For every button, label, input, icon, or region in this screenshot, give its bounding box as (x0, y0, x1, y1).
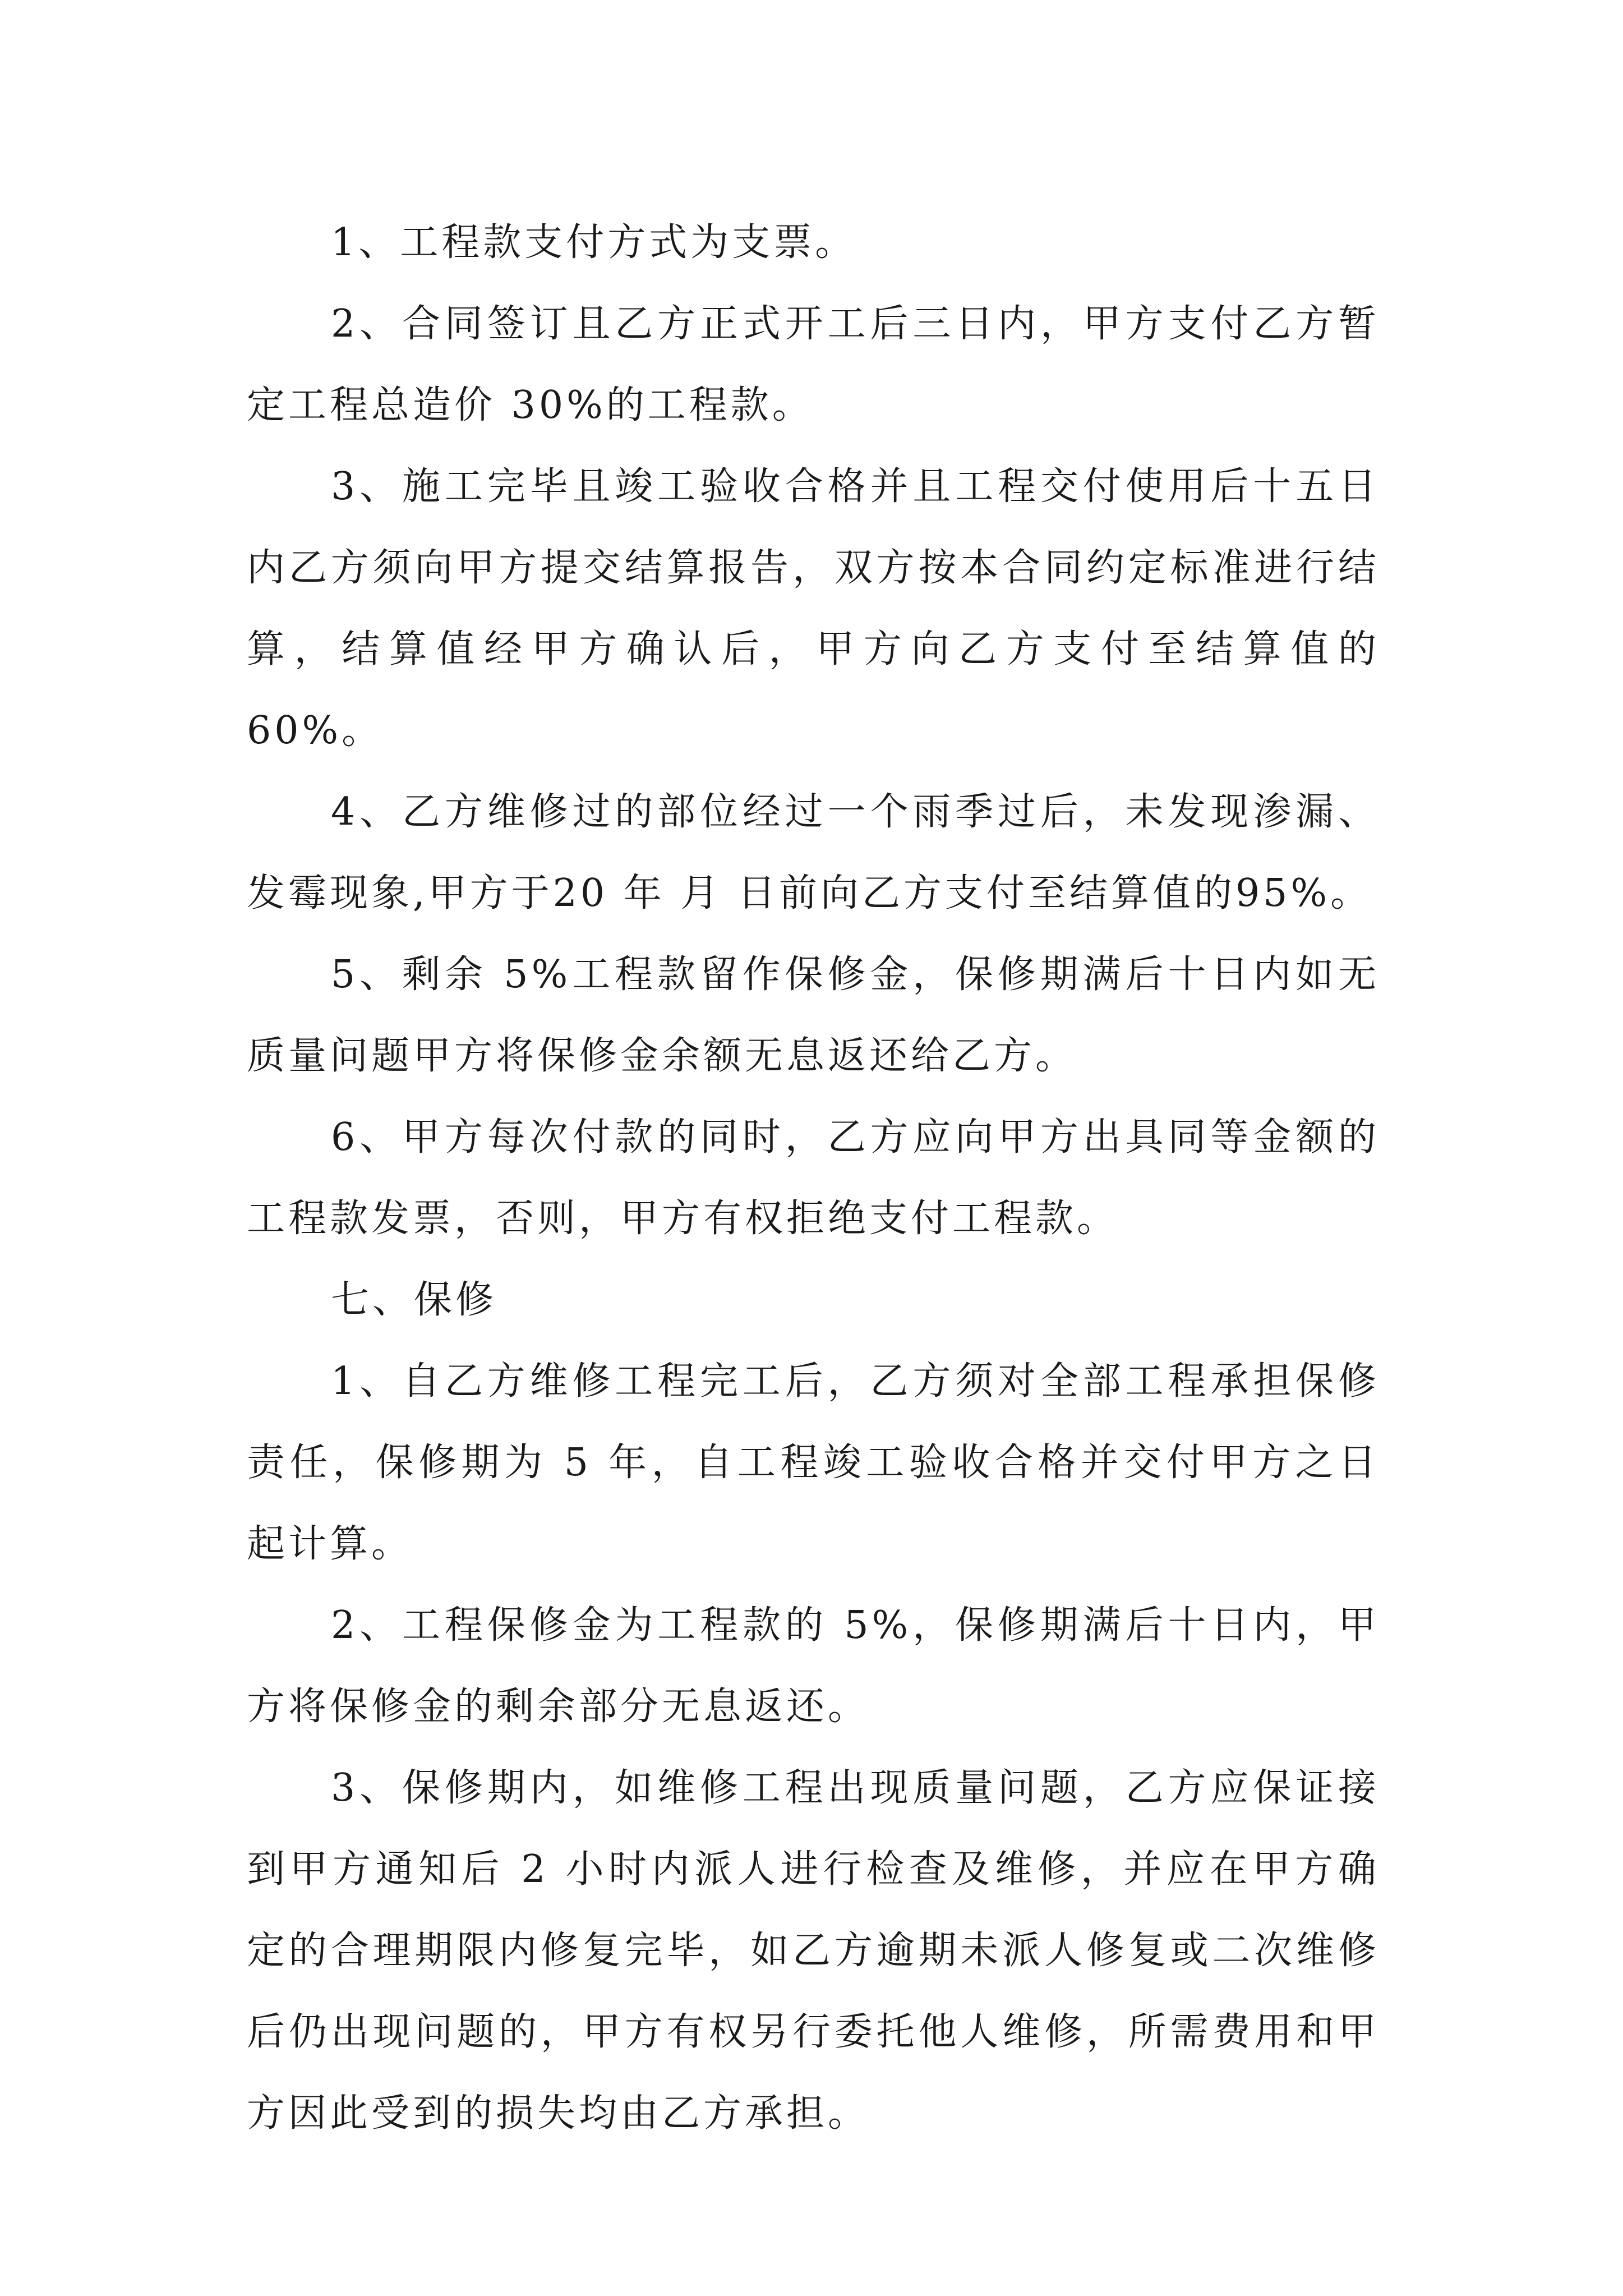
warranty-clause-3: 3、保修期内，如维修工程出现质量问题，乙方应保证接到甲方通知后 2 小时内派人进行检查及维修，并应在甲方确定的合理期限内修复完毕，如乙方逾期未派人修复或二次维修后仍出现问题的，甲方有权另行委托他人维修，所需费用和甲方因此受到的损失均由乙方承担。 (247, 1766, 1380, 2136)
warranty-clause-2: 2、工程保修金为工程款的 5%，保修期满后十日内，甲方将保修金的剩余部分无息返还。 (247, 1603, 1380, 1729)
section-heading-warranty: 七、保修 (331, 1278, 497, 1322)
warranty-clause-1: 1、自乙方维修工程完工后，乙方须对全部工程承担保修责任，保修期为 5 年，自工程竣工验收合格并交付甲方之日起计算。 (247, 1359, 1380, 1566)
payment-clause-4: 4、乙方维修过的部位经过一个雨季过后，未发现渗漏、发霉现象,甲方于20 年 月 日前向乙方支付至结算值的95%。 (247, 790, 1380, 915)
payment-clause-2: 2、合同签订且乙方正式开工后三日内，甲方支付乙方暂定工程总造价 30%的工程款。 (247, 302, 1380, 427)
payment-clause-6: 6、甲方每次付款的同时，乙方应向甲方出具同等金额的工程款发票，否则，甲方有权拒绝支付工程款。 (247, 1115, 1380, 1241)
payment-clause-1: 1、工程款支付方式为支票。 (331, 220, 857, 265)
payment-clause-5: 5、剩余 5%工程款留作保修金，保修期满后十日内如无质量问题甲方将保修金余额无息返还给乙方。 (247, 953, 1380, 1078)
payment-clause-3: 3、施工完毕且竣工验收合格并且工程交付使用后十五日内乙方须向甲方提交结算报告，双方按本合同约定标准进行结算，结算值经甲方确认后，甲方向乙方支付至结算值的 60%。 (247, 464, 1380, 753)
document-body (247, 202, 1380, 2154)
